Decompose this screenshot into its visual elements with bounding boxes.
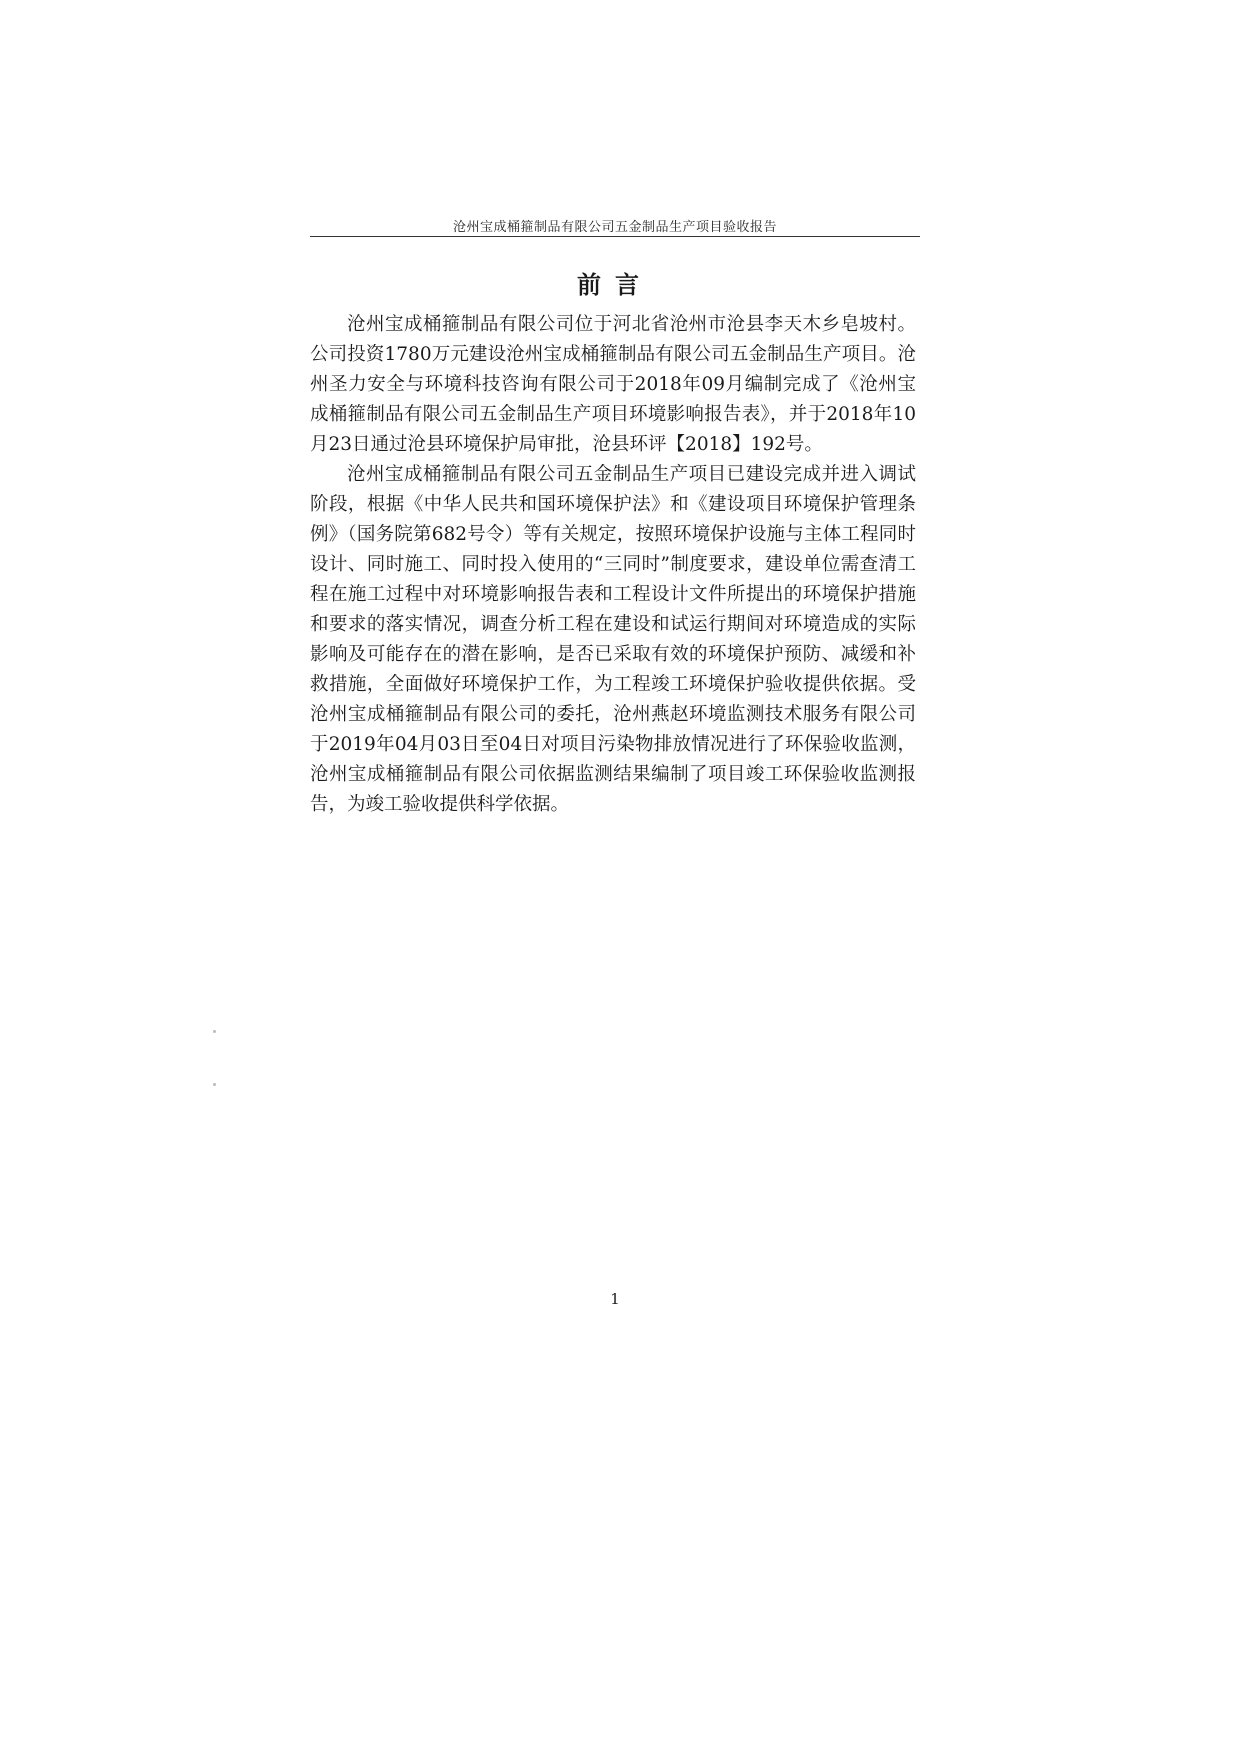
document-body [310, 310, 916, 820]
paragraph-2: 沧州宝成桶箍制品有限公司五金制品生产项目已建设完成并进入调试阶段，根据《中华人民共和国环境保护法》和《建设项目环境保护管理条例》（国务院第682号令）等有关规定，按照环境保护设施与主体工程同时设计、同时施工、同时投入使用的“三同时”制度要求，建设单位需查清工程在施工过程中对环境影响报告表和工程设计文件所提出的环境保护措施和要求的落实情况，调查分析工程在建设和试运行期间对环境造成的实际影响及可能存在的潜在影响，是否已采取有效的环境保护预防、减缓和补救措施，全面做好环境保护工作，为工程竣工环境保护验收提供依据。受沧州宝成桶箍制品有限公司的委托，沧州燕赵环境监测技术服务有限公司于2019年04月03日至04日对项目污染物排放情况进行了环保验收监测，沧州宝成桶箍制品有限公司依据监测结果编制了项目竣工环保验收监测报告，为竣工验收提供科学依据。 [310, 464, 916, 815]
scan-speck [213, 1083, 216, 1086]
paragraph-1: 沧州宝成桶箍制品有限公司位于河北省沧州市沧县李天木乡皂坡村。公司投资1780万元建设沧州宝成桶箍制品有限公司五金制品生产项目。沧州圣力安全与环境科技咨询有限公司于2018年09月编制完成了《沧州宝成桶箍制品有限公司五金制品生产项目环境影响报告表》，并于2018年10月23日通过沧县环境保护局审批，沧县环评【2018】192号。 [310, 314, 916, 455]
section-title: 前言 [577, 270, 653, 299]
header-divider [310, 236, 920, 237]
page-number: 1 [610, 1290, 620, 1308]
running-header: 沧州宝成桶箍制品有限公司五金制品生产项目验收报告 [452, 220, 777, 235]
scan-speck [213, 1030, 216, 1033]
